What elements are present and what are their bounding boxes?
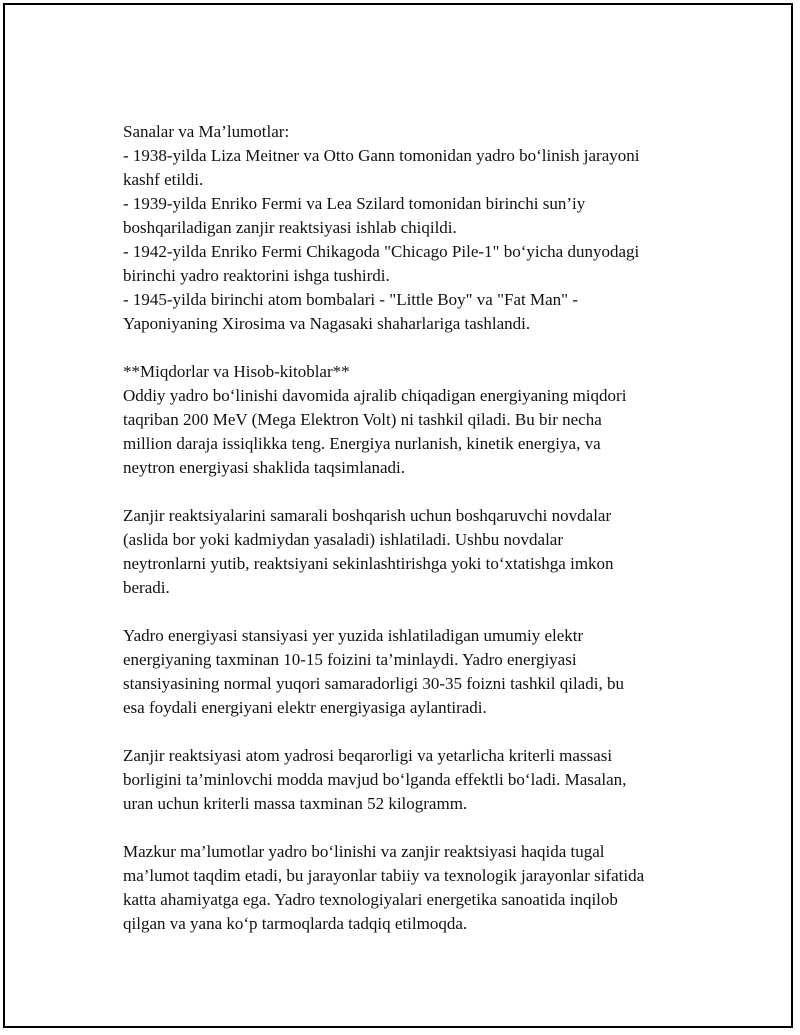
text-line: qilgan va yana ko‘p tarmoqlarda tadqiq etilmoqda. [123,914,468,933]
text-line: neytron energiyasi shaklida taqsimlanadi. [123,458,406,477]
page-frame [3,3,793,1028]
text-line: - 1938-yilda Liza Meitner va Otto Gann tomonidan yadro bo‘linish jarayoni [123,146,640,165]
text-line: Zanjir reaktsiyalarini samarali boshqarish uchun boshqaruvchi novdalar [123,506,612,525]
conclusion-paragraph [123,840,703,936]
text-line: neytronlarni yutib, reaktsiyani sekinlashtirishga yoki to‘xtatishga imkon [123,554,614,573]
text-line: Yadro energiyasi stansiyasi yer yuzida ishlatiladigan umumiy elektr [123,626,584,645]
text-line: boshqariladigan zanjir reaktsiyasi ishlab chiqildi. [123,218,457,237]
text-line: million daraja issiqlikka teng. Energiya nurlanish, kinetik energiya, va [123,434,601,453]
text-line: taqriban 200 MeV (Mega Elektron Volt) ni tashkil qiladi. Bu bir necha [123,410,602,429]
text-line: esa foydali energiyani elektr energiyasiga aylantiradi. [123,698,487,717]
text-line: birinchi yadro reaktorini ishga tushirdi. [123,266,390,285]
dates-heading: Sanalar va Ma’lumotlar: [123,122,290,141]
text-line: uran uchun kriterli massa taxminan 52 kilogramm. [123,794,468,813]
power-station-paragraph [123,624,703,720]
text-line: energiyaning taxminan 10-15 foizini ta’minlaydi. Yadro energiyasi [123,650,577,669]
text-line: Zanjir reaktsiyasi atom yadrosi beqarorligi va yetarlicha kriterli massasi [123,746,613,765]
text-line: ma’lumot taqdim etadi, bu jarayonlar tabiiy va texnologik jarayonlar sifatida [123,866,645,885]
text-line: borligini ta’minlovchi modda mavjud bo‘lganda effektli bo‘ladi. Masalan, [123,770,627,789]
text-line: katta ahamiyatga ega. Yadro texnologiyalari energetika sanoatida inqilob [123,890,618,909]
text-line: - 1945-yilda birinchi atom bombalari - "Little Boy" va "Fat Man" - [123,290,579,309]
text-line: - 1939-yilda Enriko Fermi va Lea Szilard tomonidan birinchi sun’iy [123,194,586,213]
control-rods-paragraph [123,504,703,600]
quantities-heading: **Miqdorlar va Hisob-kitoblar** [123,362,350,381]
text-line: Yaponiyaning Xirosima va Nagasaki shaharlariga tashlandi. [123,314,531,333]
text-line: kashf etildi. [123,170,204,189]
quantities-section [123,360,703,480]
critical-mass-paragraph [123,744,703,816]
text-line: - 1942-yilda Enriko Fermi Chikagoda "Chicago Pile-1" bo‘yicha dunyodagi [123,242,640,261]
document-body [123,120,703,936]
text-line: beradi. [123,578,170,597]
text-line: stansiyasining normal yuqori samaradorligi 30-35 foizni tashkil qiladi, bu [123,674,624,693]
dates-section [123,120,703,336]
text-line: Mazkur ma’lumotlar yadro bo‘linishi va zanjir reaktsiyasi haqida tugal [123,842,605,861]
text-line: Oddiy yadro bo‘linishi davomida ajralib chiqadigan energiyaning miqdori [123,386,627,405]
text-line: (aslida bor yoki kadmiydan yasaladi) ishlatiladi. Ushbu novdalar [123,530,564,549]
